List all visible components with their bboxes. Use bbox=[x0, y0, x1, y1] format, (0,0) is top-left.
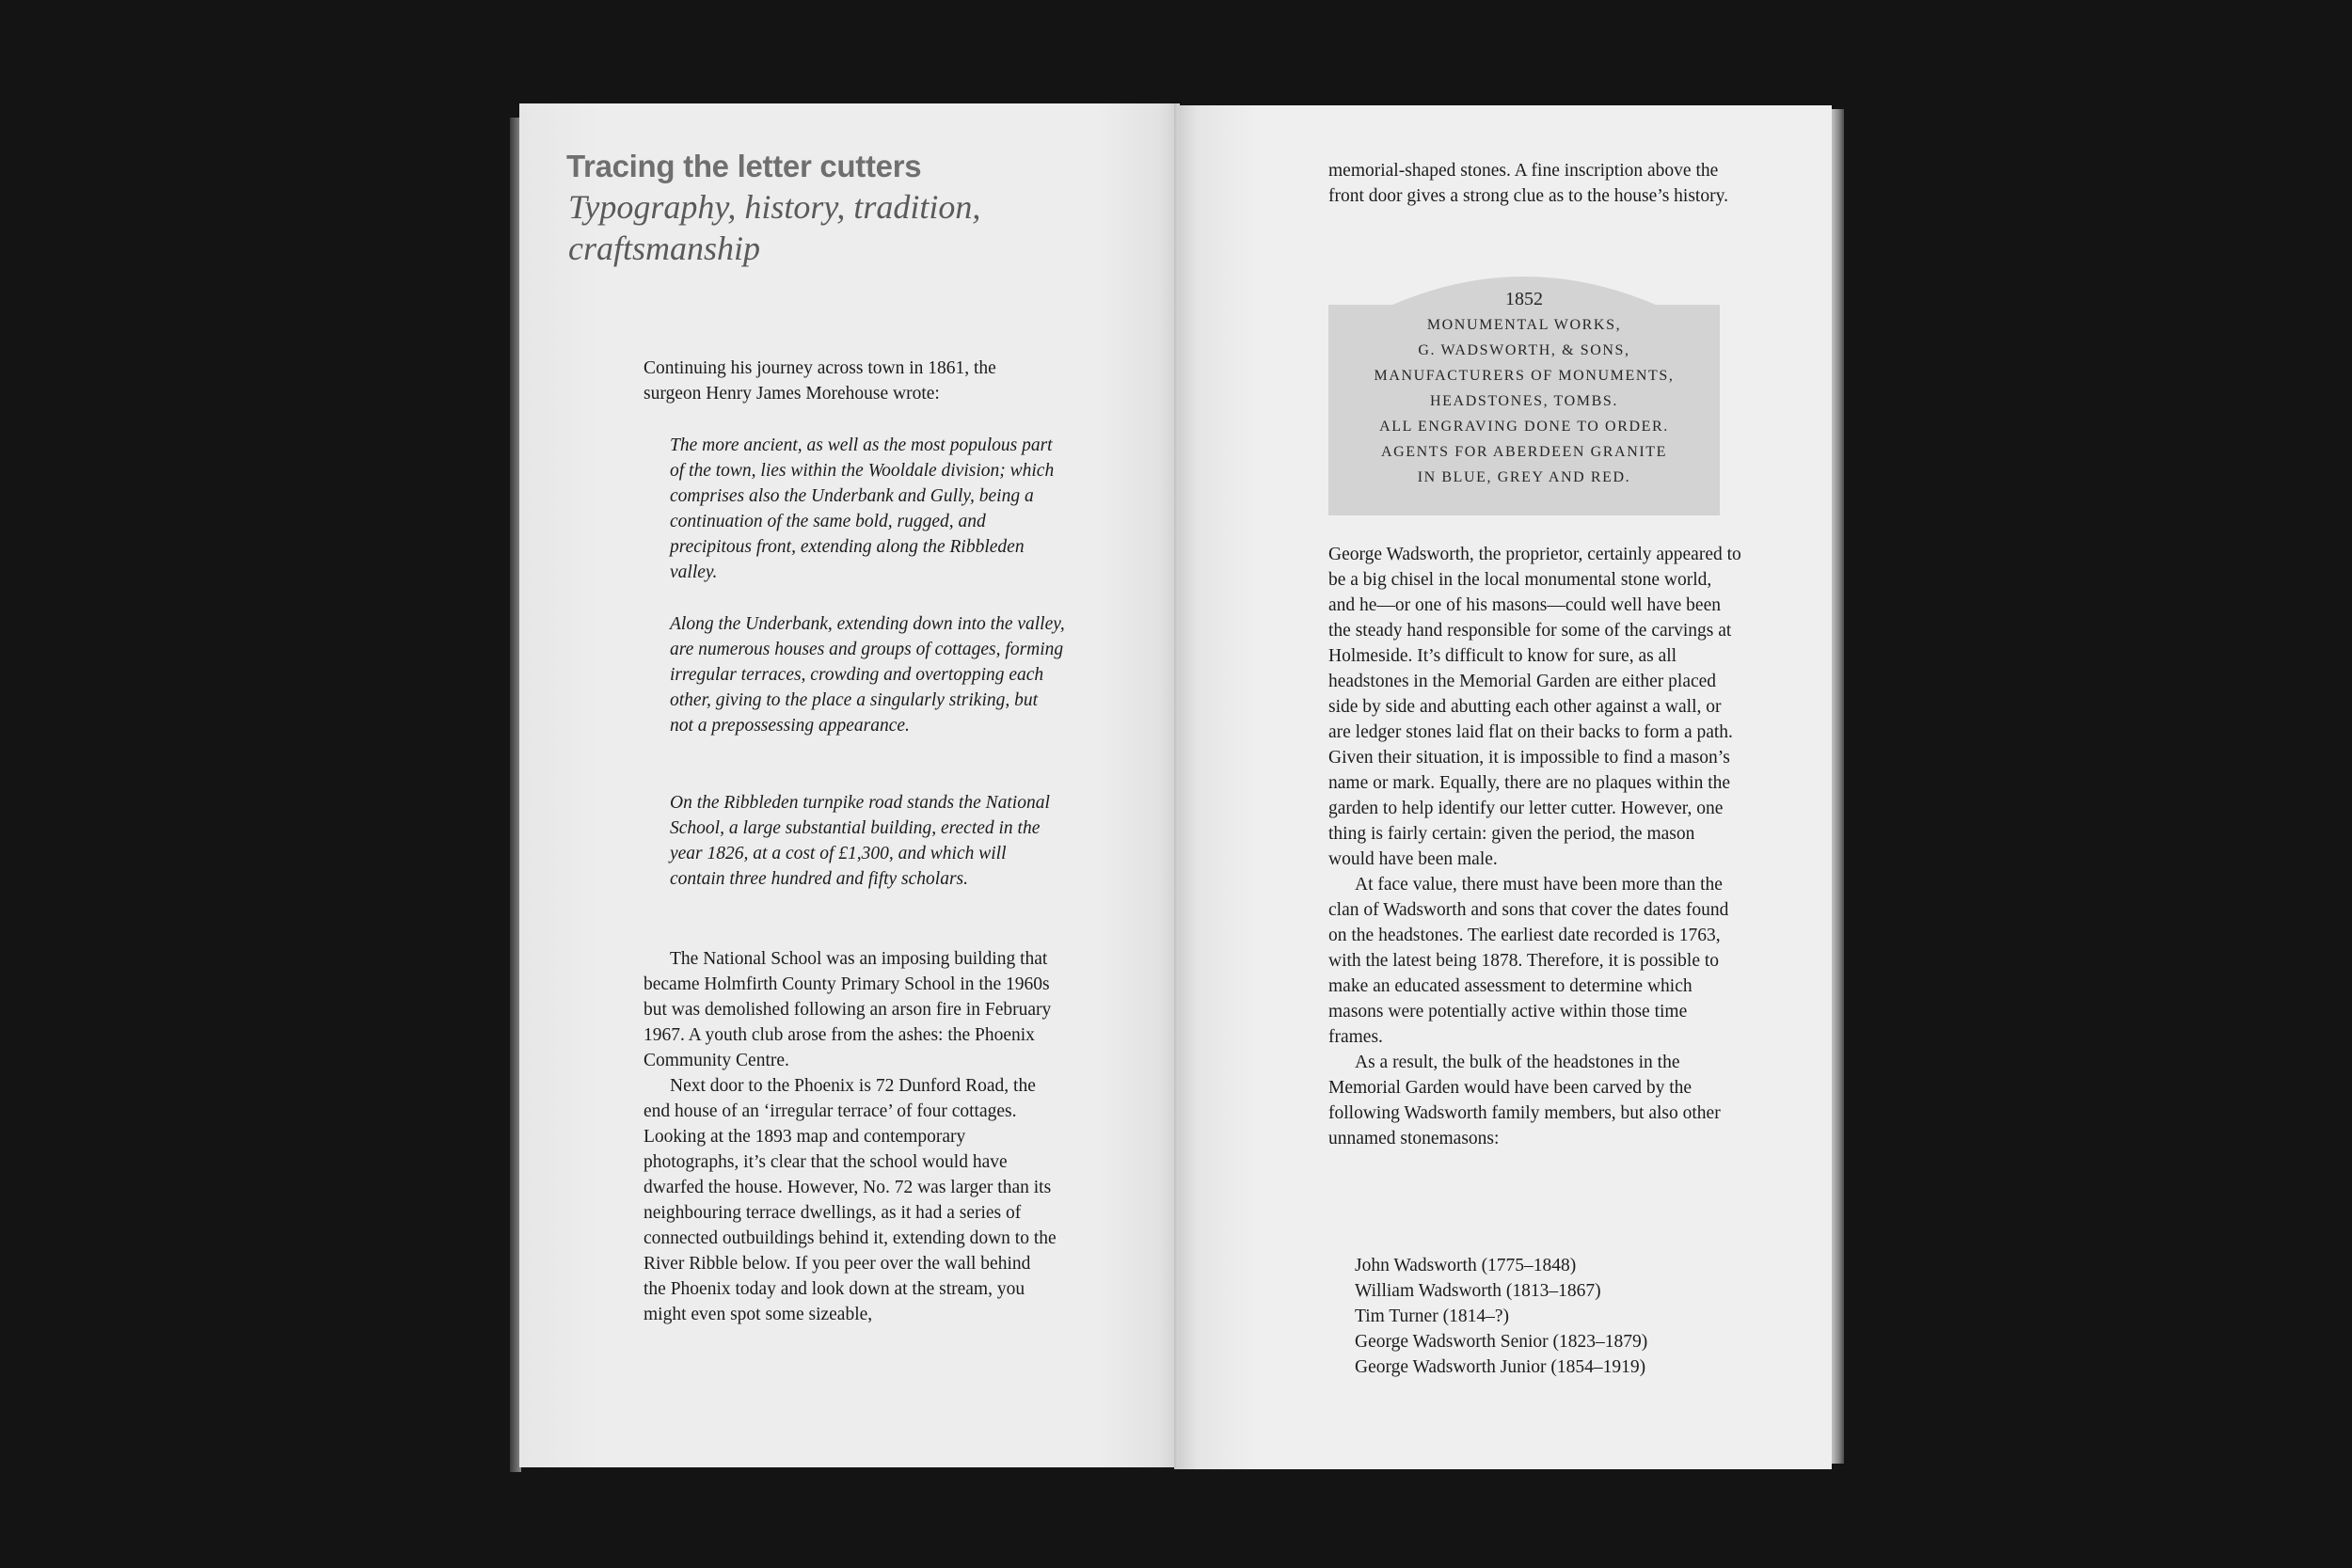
plaque-line: G. WADSWORTH, & SONS, bbox=[1418, 342, 1630, 358]
intro-text: Continuing his journey across town in 1861, the surgeon Henry James Morehouse wrote: bbox=[644, 358, 996, 404]
body-paragraph: memorial-shaped stones. A fine inscription above the front door gives a strong clue as to the house’s history. bbox=[1328, 161, 1728, 206]
page-subheading: Typography, history, tradition, craftsmanship bbox=[568, 188, 981, 267]
body-paragraph: The National School was an imposing building that became Holmfirth County Primary School in the 1960s but was demolished following an arson fire in February 1967. A youth club arose from the ashes: the Phoenix Community Centre. bbox=[644, 949, 1052, 1070]
page-heading: Tracing the letter cutters bbox=[566, 149, 922, 183]
intro-paragraph bbox=[644, 356, 1057, 406]
book-edge-right bbox=[1831, 109, 1844, 1464]
right-page bbox=[1178, 105, 1832, 1469]
left-page bbox=[519, 103, 1178, 1467]
list-item: George Wadsworth Junior (1854–1919) bbox=[1355, 1357, 1646, 1377]
plaque-line: MONUMENTAL WORKS, bbox=[1426, 317, 1622, 333]
body-paragraph: As a result, the bulk of the headstones in the Memorial Garden would have been carved by the following Wadsworth family members, but also other unnamed stonemasons: bbox=[1328, 1053, 1721, 1148]
plaque-year: 1852 bbox=[1505, 289, 1543, 309]
plaque-inscription bbox=[1328, 286, 1720, 490]
body-paragraph: At face value, there must have been more than the clan of Wadsworth and sons that cover the dates found on the headstones. The earliest date recorded is 1763, with the latest being 1878. Therefore, it is possible to make an educated assessment to determine which masons were potentially active within those time frames. bbox=[1328, 875, 1729, 1047]
plaque-line: IN BLUE, GREY AND RED. bbox=[1417, 469, 1631, 485]
plaque-line: ALL ENGRAVING DONE TO ORDER. bbox=[1379, 419, 1669, 435]
quote-block bbox=[670, 611, 1065, 738]
continued-paragraph bbox=[1328, 158, 1742, 209]
list-item: John Wadsworth (1775–1848) bbox=[1355, 1256, 1577, 1275]
list-item: William Wadsworth (1813–1867) bbox=[1355, 1281, 1601, 1301]
list-item: George Wadsworth Senior (1823–1879) bbox=[1355, 1332, 1648, 1352]
body-paragraph: Next door to the Phoenix is 72 Dunford Road, the end house of an ‘irregular terrace’ of four cottages. Looking at the 1893 map and contemporary photographs, it’s clear that the school would have dwarfed the house. However, No. 72 was larger than its neighbouring terrace dwellings, as it had a series of connected outbuildings behind it, extending down to the River Ribble below. If you peer over the wall behind the Phoenix today and look down at the stream, you might even spot some sizeable, bbox=[644, 1076, 1057, 1324]
left-body-text bbox=[644, 946, 1057, 1327]
quote-text: Along the Underbank, extending down into the valley, are numerous houses and groups of cottages, forming irregular terraces, crowding and overtopping each other, giving to the place a singularly striking, but not a prepossessing appearance. bbox=[670, 614, 1065, 736]
plaque-line: HEADSTONES, TOMBS. bbox=[1430, 393, 1618, 409]
right-body-text bbox=[1328, 542, 1742, 1151]
body-paragraph: George Wadsworth, the proprietor, certainly appeared to be a big chisel in the local monumental stone world, and he—or one of his masons—could well have been the steady hand responsible for some of the carvings at Holmeside. It’s difficult to know for sure, as all headstones in the Memorial Garden are either placed side by side and abutting each other against a wall, or are ledger stones laid flat on their backs to form a path. Given their situation, it is impossible to find a mason’s name or mark. Equally, there are no plaques within the garden to help identify our letter cutter. However, one thing is fairly certain: given the period, the mason would have been male. bbox=[1328, 545, 1741, 869]
inscription-plaque bbox=[1328, 256, 1720, 515]
plaque-line: AGENTS FOR ABERDEEN GRANITE bbox=[1380, 444, 1668, 460]
mason-list bbox=[1355, 1253, 1750, 1380]
quote-block bbox=[670, 433, 1065, 585]
quote-text: On the Ribbleden turnpike road stands the National School, a large substantial building, erected in the year 1826, at a cost of £1,300, and which will contain three hundred and fifty scholars. bbox=[670, 793, 1050, 889]
quote-block bbox=[670, 790, 1065, 892]
quote-text: The more ancient, as well as the most populous part of the town, lies within the Wooldale division; which comprises also the Underbank and Gully, being a continuation of the same bold, rugged, and precipitous front, extending along the Ribbleden valley. bbox=[670, 436, 1055, 582]
plaque-line: MANUFACTURERS OF MONUMENTS, bbox=[1374, 368, 1675, 384]
list-item: Tim Turner (1814–?) bbox=[1355, 1307, 1509, 1326]
open-book bbox=[510, 103, 1844, 1472]
